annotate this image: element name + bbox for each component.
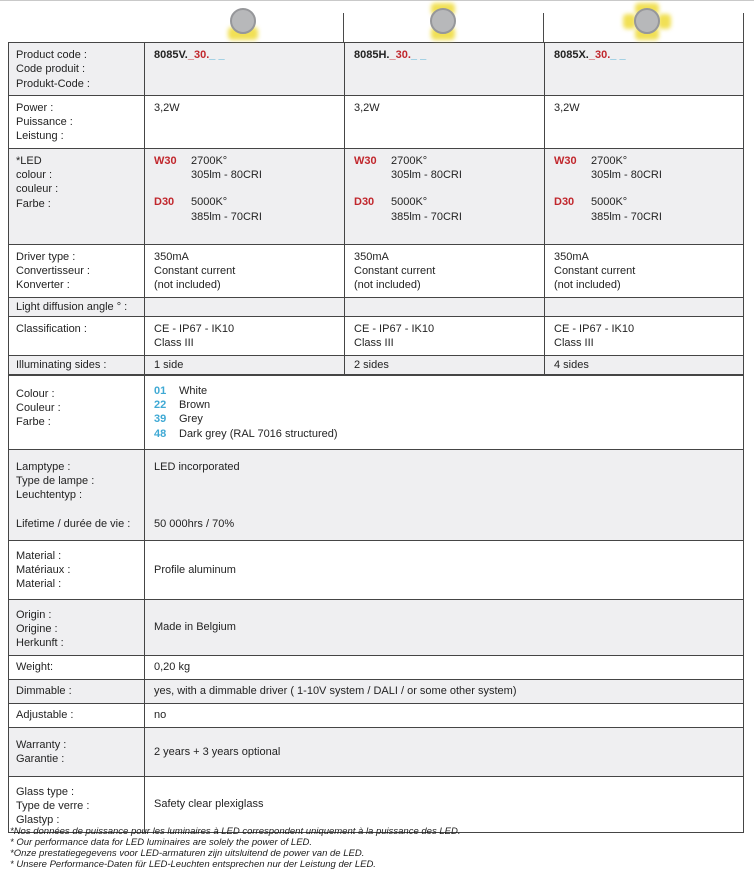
illuminating-cell-2: 2 sides [344,356,544,374]
classification-line: CE - IP67 - IK10 [354,322,435,335]
led-output: 385lm - 70CRI [591,210,662,223]
lifetime-label: Lifetime / durée de vie : [16,517,131,530]
colour-name: Grey [179,413,203,426]
label-line: Couleur : [16,402,61,415]
code-variant: _30. [588,49,611,61]
footnotes [10,827,460,871]
colour-code: 22 [154,399,167,412]
column-divider [343,13,344,42]
led-entry [554,154,739,168]
footnote-line: *Onze prestatiegegevens voor LED-armaturen zijn uitsluitend de power van de LED. [10,847,365,859]
led-entry [154,154,340,168]
column-divider [743,13,744,42]
row-warranty [9,728,743,777]
colour-name: Dark grey (RAL 7016 structured) [179,427,338,440]
led-entry [154,195,340,209]
illuminating-cell-1: 1 side [144,356,344,374]
label-line: Warranty : [16,738,67,751]
label-line: Origin : [16,608,52,621]
luminaire-circle [430,8,456,34]
origin-labels [9,600,144,655]
row-product-code [9,43,743,96]
code-variant: _30. [389,49,411,61]
column-divider [543,13,544,42]
code-variant: _30. [187,49,210,61]
label-line: Convertisseur : [16,265,90,278]
label-line: Herkunft : [16,637,64,650]
luminaire-circle [634,8,660,34]
driver-line: 350mA [354,250,389,263]
led-output: 385lm - 70CRI [391,210,462,223]
illuminating-cell-3: 4 sides [544,356,743,374]
row-light-diffusion [9,298,743,317]
colour-option [154,398,739,412]
colour-labels [9,376,144,449]
label-line: Farbe : [16,416,51,429]
label-line: Colour : [16,387,55,400]
label-line: Product code : [16,49,87,61]
led-code: D30 [354,196,375,209]
lamptype-label-block [16,460,140,503]
label-line: couleur : [16,183,59,196]
header-icon-strip [0,0,754,42]
colour-name: Brown [179,399,211,412]
driver-line: Constant current [154,265,236,278]
led-temp: 2700K° [591,154,628,167]
luminaire-glow-2-sides-icon [420,5,466,45]
label-line: Garantie : [16,752,65,765]
label-line: Produkt-Code : [16,77,90,90]
luminaire-glow-1-side-icon [220,5,266,45]
driver-line: Constant current [354,265,436,278]
led-temp: 2700K° [191,154,228,167]
driver-cell-1 [144,245,344,297]
power-labels [9,96,144,148]
classification-cell-1 [144,317,344,355]
classification-label: Classification : [16,322,87,335]
label-line: Leistung : [16,130,64,143]
product-code-cell-2 [344,43,544,95]
weight-label: Weight: [16,661,54,674]
label-line: Glass type : [16,785,75,798]
lifetime-value: 50 000hrs / 70% [154,517,235,530]
label-line: Glastyp : [16,814,60,827]
led-output: 305lm - 80CRI [391,169,462,182]
adjustable-label: Adjustable : [16,709,74,722]
adjustable-value: no [144,704,743,727]
label-line: Leuchtentyp : [16,489,83,502]
led-temp: 5000K° [391,196,428,209]
footnote-line: *Nos données de puissance pour les luminaires à LED correspondent uniquement à la puissance des LED. [10,826,461,837]
code-placeholder: _ _ [610,49,626,61]
material-value: Profile aluminum [144,541,743,599]
row-adjustable [9,704,743,728]
luminaire-glow-4-sides-icon [624,5,670,45]
led-entry [354,154,540,168]
row-origin [9,600,743,656]
led-output: 385lm - 70CRI [191,210,262,223]
led-code: W30 [554,154,577,167]
illuminating-label: Illuminating sides : [16,358,107,371]
classification-cell-3 [544,317,743,355]
driver-line: 350mA [154,250,189,263]
label-line: colour : [16,169,53,182]
code-base: 8085V. [154,49,188,61]
product-code-labels [9,43,144,95]
driver-line: (not included) [354,279,421,292]
label-line: Material : [16,549,62,562]
label-line: Farbe : [16,197,51,210]
code-base: 8085X. [554,49,589,61]
led-colour-labels [9,149,144,244]
led-colour-cell-1 [144,149,344,244]
footnote-line: * Unsere Performance-Daten für LED-Leuchten entsprechen nur der Leistung der LED. [10,858,376,870]
colour-code: 01 [154,384,167,397]
led-entry [554,195,739,209]
led-colour-cell-3 [544,149,743,244]
driver-line: 350mA [554,250,589,263]
label-line: Konverter : [16,279,70,292]
glass-labels [9,777,144,832]
label-line: Puissance : [16,116,73,129]
glass-value: Safety clear plexiglass [144,777,743,832]
led-temp: 5000K° [191,196,228,209]
driver-cell-3 [544,245,743,297]
colour-option [154,427,739,441]
dimmable-value: yes, with a dimmable driver ( 1-10V system / DALI / or some other system) [144,680,743,703]
product-code-cell-3 [544,43,743,95]
classification-line: Class III [554,337,594,350]
label-line: Origine : [16,623,58,636]
led-output: 305lm - 80CRI [591,169,662,182]
code-placeholder: _ _ [410,49,427,61]
classification-line: Class III [154,337,194,350]
label-line: Type de lampe : [16,475,95,488]
colour-option [154,412,739,426]
warranty-labels [9,728,144,776]
colour-option [154,384,739,398]
label-line: Lamptype : [16,460,71,473]
code-placeholder: _ _ [209,49,225,61]
colour-name: White [179,384,208,397]
label-line: Code produit : [16,63,86,76]
diffusion-cell-3 [544,298,743,316]
led-output: 305lm - 80CRI [191,169,262,182]
row-lamptype [9,450,743,541]
driver-line: Constant current [554,265,636,278]
power-cell-2: 3,2W [344,96,544,148]
diffusion-cell-1 [144,298,344,316]
colour-options [144,376,743,449]
power-cell-3: 3,2W [544,96,743,148]
weight-value: 0,20 kg [144,656,743,679]
led-code: W30 [354,154,377,167]
led-colour-cell-2 [344,149,544,244]
colour-code: 39 [154,413,167,426]
label-line: Power : [16,101,54,114]
material-labels [9,541,144,599]
classification-line: CE - IP67 - IK10 [154,322,235,335]
label-line: Type de verre : [16,800,90,813]
code-base: 8085H. [354,49,390,61]
row-dimmable [9,680,743,704]
label-line: Driver type : [16,250,76,263]
row-colour [9,375,743,450]
row-led-colour [9,149,743,245]
product-code-cell-1 [144,43,344,95]
diffusion-label: Light diffusion angle ° : [16,300,128,313]
lamptype-values [144,450,743,540]
row-glass-type [9,777,743,832]
driver-line: (not included) [554,279,621,292]
classification-line: Class III [354,337,394,350]
driver-line: (not included) [154,279,221,292]
row-illuminating-sides [9,356,743,375]
label-line: Material : [16,578,62,591]
led-temp: 5000K° [591,196,628,209]
warranty-value: 2 years + 3 years optional [144,728,743,776]
led-entry [354,195,540,209]
row-material [9,541,743,600]
row-classification [9,317,743,356]
origin-value: Made in Belgium [144,600,743,655]
row-driver-type [9,245,743,298]
luminaire-circle [230,8,256,34]
led-code: D30 [554,196,575,209]
classification-cell-2 [344,317,544,355]
driver-labels [9,245,144,297]
footnote-line: * Our performance data for LED luminaires are solely the power of LED. [10,836,313,848]
driver-cell-2 [344,245,544,297]
label-line: *LED [16,154,42,167]
row-weight [9,656,743,680]
row-power [9,96,743,149]
colour-code: 48 [154,427,167,440]
led-code: D30 [154,196,175,209]
diffusion-cell-2 [344,298,544,316]
dimmable-label: Dimmable : [16,685,72,698]
power-cell-1: 3,2W [144,96,344,148]
lamptype-value: LED incorporated [154,460,240,473]
led-code: W30 [154,154,177,167]
label-line: Matériaux : [16,564,71,577]
lamptype-labels [9,450,144,540]
spec-table [8,42,744,833]
led-temp: 2700K° [391,154,428,167]
classification-line: CE - IP67 - IK10 [554,322,635,335]
